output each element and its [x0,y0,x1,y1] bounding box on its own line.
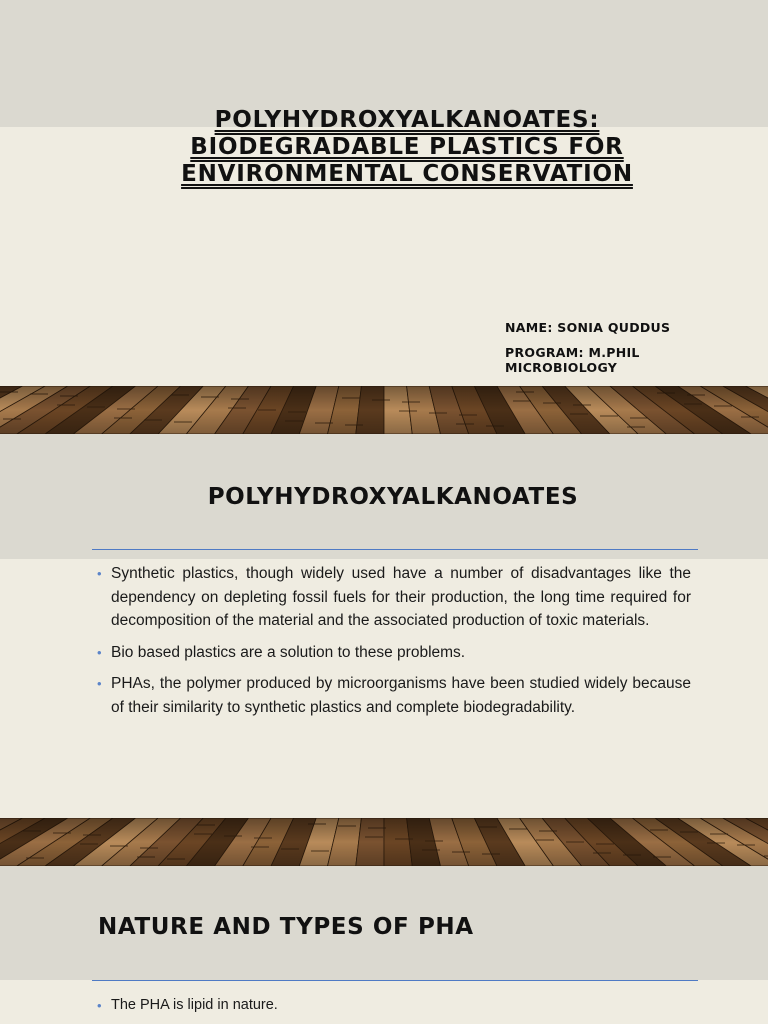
bullet-item: • Bio based plastics are a solution to these problems. [97,641,691,665]
bullet-list [97,995,691,1022]
author-name: NAME: SONIA QUDDUS [505,320,671,335]
heading-rule [92,549,698,550]
heading-rule [92,980,698,981]
wood-floor-image [0,818,768,866]
slide-heading: NATURE AND TYPES OF PHA [98,914,474,940]
title-slide [0,0,768,386]
slide-nature-and-types [0,866,768,1024]
bullet-item: • The PHA is lipid in nature. [97,995,691,1016]
slide-heading: POLYHYDROXYALKANOATES [207,484,579,510]
wood-floor-divider [0,386,768,434]
slide-polyhydroxyalkanoates [0,434,768,818]
bullet-item: • PHAs, the polymer produced by microorganisms have been studied widely because of their similarity to synthetic plastics and complete biodegradability. [97,672,691,719]
wood-floor-divider [0,818,768,866]
wood-floor-image [0,386,768,434]
author-program: PROGRAM: M.PHIL MICROBIOLOGY [505,345,640,375]
presentation-title: POLYHYDROXYALKANOATES: BIODEGRADABLE PLASTICS FOR ENVIRONMENTAL CONSERVATION [181,107,633,187]
bullet-list [97,562,691,727]
author-info [505,320,705,375]
bullet-item: • Synthetic plastics, though widely used have a number of disadvantages like the dependency on depleting fossil fuels for their production, the long time required for decomposition of the material and the associated production of toxic materials. [97,562,691,633]
